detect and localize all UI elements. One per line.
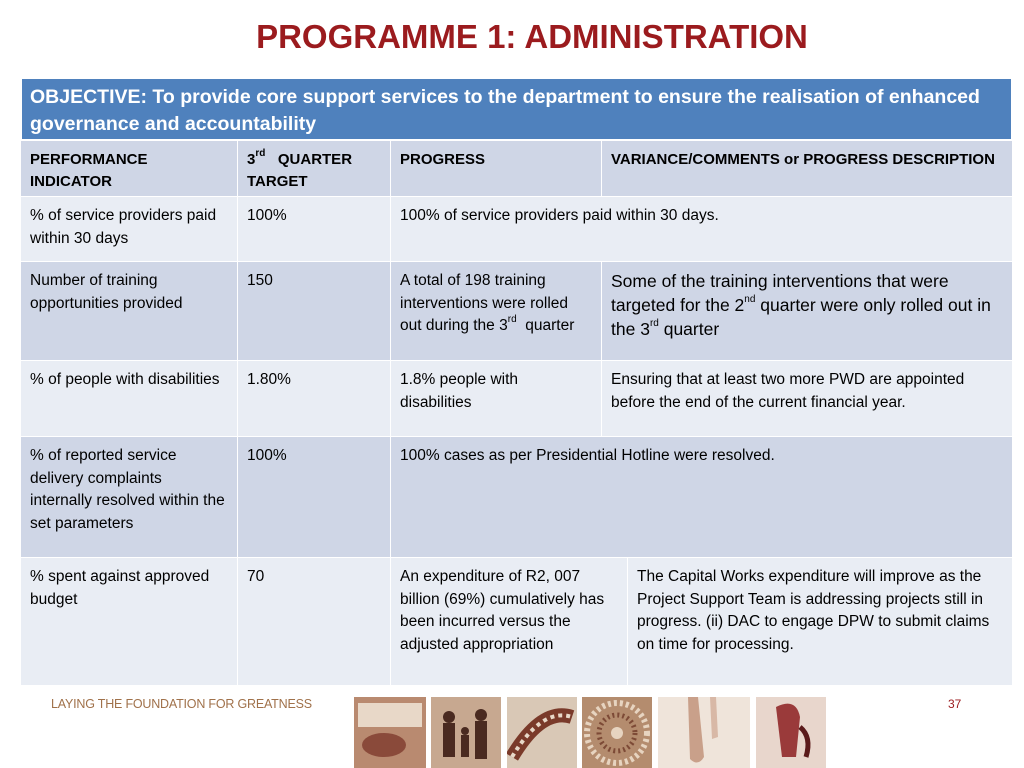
header-variance: VARIANCE/COMMENTS or PROGRESS DESCRIPTION	[611, 151, 995, 168]
progress-cell: 1.8% people with disabilities	[391, 361, 602, 436]
indicator-cell: % spent against approved budget	[21, 558, 238, 685]
beadwork-photo	[582, 697, 652, 768]
performance-table	[21, 141, 1012, 685]
ballet-shoes-photo	[658, 697, 750, 768]
table-row	[21, 361, 1012, 437]
page-title: PROGRAMME 1: ADMINISTRATION	[256, 18, 808, 55]
footer-tagline: LAYING THE FOUNDATION FOR GREATNESS	[51, 697, 312, 711]
header-target: 3rd QUARTER TARGET	[238, 141, 391, 196]
indicator-cell: % of reported service delivery complaints internally resolved within the set parameters	[21, 437, 238, 557]
target-cell: 100%	[238, 197, 391, 261]
variance-cell: Some of the training interventions that were targeted for the 2nd quarter were only rolled out in the 3rd quarter	[611, 271, 991, 339]
hands-photo	[354, 697, 426, 768]
table-row	[21, 197, 1012, 262]
target-cell: 70	[238, 558, 391, 685]
table-row	[21, 262, 1012, 361]
page-number: 37	[948, 697, 962, 711]
indicator-cell: % of service providers paid within 30 days	[21, 197, 238, 261]
header-indicator: PERFORMANCE INDICATOR	[21, 141, 238, 196]
table-header-row	[21, 141, 1012, 197]
objective-banner: OBJECTIVE: To provide core support services to the department to ensure the realisation of enhanced governance and accountability	[21, 78, 1012, 140]
indicator-cell: % of people with disabilities	[21, 361, 238, 436]
progress-cell: 100% of service providers paid within 30 days.	[400, 207, 719, 224]
target-cell: 1.80%	[238, 361, 391, 436]
variance-cell: Ensuring that at least two more PWD are appointed before the end of the current financial year.	[611, 371, 965, 411]
indicator-cell: Number of training opportunities provided	[21, 262, 238, 360]
target-cell: 150	[238, 262, 391, 360]
progress-cell: An expenditure of R2, 007 billion (69%) cumulatively has been incurred versus the adjusted appropriation	[391, 558, 628, 685]
table-row	[21, 437, 1012, 558]
table-row	[21, 558, 1012, 685]
target-cell: 100%	[238, 437, 391, 557]
family-silhouette-photo	[431, 697, 501, 768]
film-strip-photo	[507, 697, 577, 768]
progress-cell: A total of 198 training interventions were rolled out during the 3rd quarter	[391, 262, 602, 360]
progress-cell: 100% cases as per Presidential Hotline were resolved.	[400, 447, 775, 464]
variance-cell: The Capital Works expenditure will improve as the Project Support Team is addressing projects still in progress. (ii) DAC to engage DPW to submit claims on time for processing.	[637, 568, 990, 653]
saxophone-player-photo	[756, 697, 826, 768]
header-progress: PROGRESS	[391, 141, 602, 196]
